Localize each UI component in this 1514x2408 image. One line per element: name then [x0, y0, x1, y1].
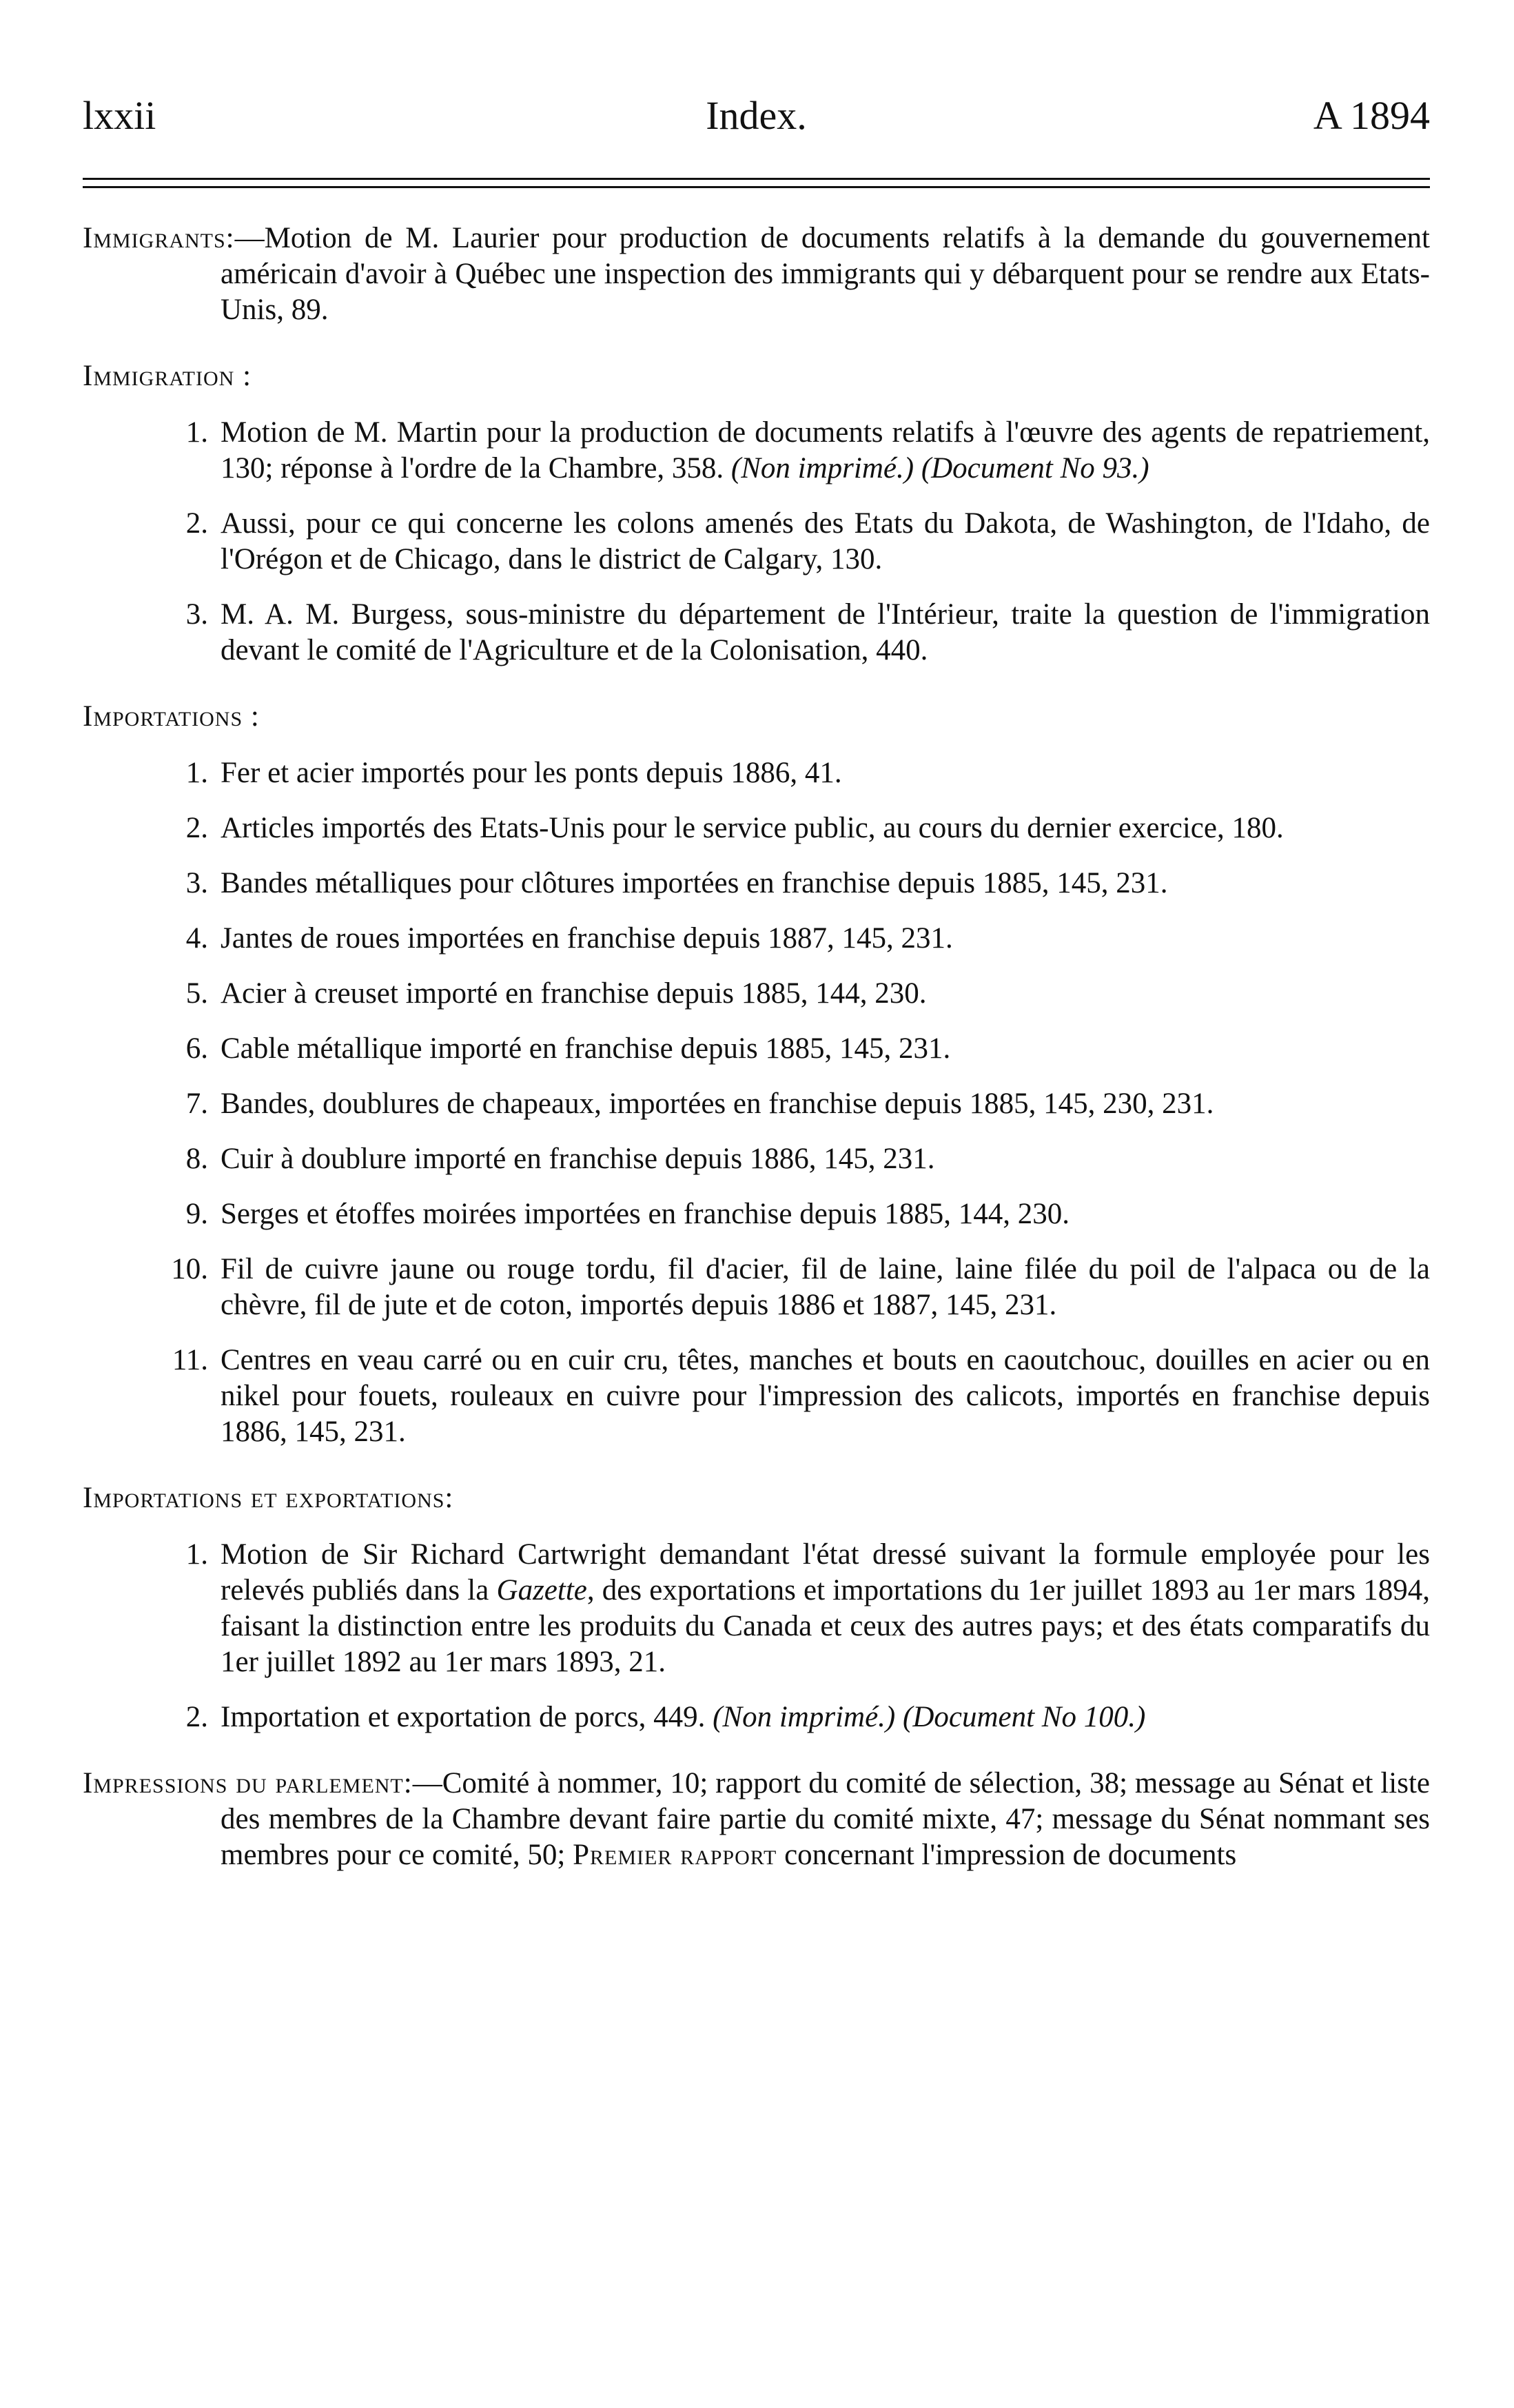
list-item — [83, 1343, 1430, 1450]
item-number: 6. — [185, 1032, 208, 1065]
item-note: (Non imprimé.) — [730, 452, 914, 484]
header-rule-top — [83, 178, 1430, 180]
item-number: 9. — [185, 1198, 208, 1230]
list-item — [83, 1196, 1430, 1232]
item-text: Articles importés des Etats-Unis pour le service public, au cours du dernier exercice, 180. — [221, 812, 1284, 844]
item-text: Centres en veau carré ou en cuir cru, têtes, manches et bouts en caoutchouc, douilles en acier ou en nikel pour fouets, rouleaux en cuivre pour l'impression des calicots, importés en franchise depuis 1886, 145, 231. — [221, 1344, 1430, 1448]
item-text: , des exportations et importations du 1er juillet 1893 au 1er mars 1894, faisant la distinction entre les produits du Canada et ceux des autres pays; et des états comparatifs du 1er juillet 1892 au 1er mars 1893, 21. — [221, 1574, 1431, 1678]
item-number: 1. — [185, 416, 208, 449]
entry-heading: Immigrants: — [83, 222, 235, 254]
item-number: 7. — [185, 1088, 208, 1120]
item-text: Importation et exportation de porcs, 449. — [221, 1701, 706, 1733]
entry-immigrants — [83, 221, 1430, 328]
item-note: (Document No 93.) — [921, 452, 1149, 484]
entry-heading: Impressions du parlement: — [83, 1767, 413, 1799]
item-text: Aussi, pour ce qui concerne les colons amenés des Etats du Dakota, de Washington, de l'Idaho, de l'Orégon et de Chicago, dans le district de Calgary, 130. — [221, 507, 1430, 575]
header-rule-bottom — [83, 186, 1430, 188]
page-header — [83, 88, 1430, 143]
list-item — [83, 597, 1430, 669]
list-item — [83, 415, 1430, 487]
entry-impressions — [83, 1766, 1430, 1873]
list-item — [83, 1252, 1430, 1323]
list-item — [83, 506, 1430, 578]
list-item — [83, 1031, 1430, 1067]
item-number: 4. — [185, 922, 208, 955]
document-page — [83, 0, 1430, 2408]
item-number: 2. — [185, 1701, 208, 1733]
entry-immigration — [83, 358, 1430, 669]
index-content — [83, 221, 1430, 1904]
item-number: 1. — [185, 757, 208, 789]
item-text: Fil de cuivre jaune ou rouge tordu, fil d'acier, fil de laine, laine filée du poil de l'alpaca ou de la chèvre, fil de jute et de coton, importés depuis 1886 et 1887, 145, 231. — [221, 1253, 1430, 1321]
item-text: Fer et acier importés pour les ponts depuis 1886, 41. — [221, 757, 842, 789]
item-text: Acier à creuset importé en franchise depuis 1885, 144, 230. — [221, 977, 927, 1010]
item-number: 10. — [171, 1253, 208, 1285]
item-text: Cuir à doublure importé en franchise depuis 1886, 145, 231. — [221, 1143, 935, 1175]
entry-importations — [83, 699, 1430, 1450]
entry-heading: Importations : — [83, 700, 260, 733]
list-item — [83, 866, 1430, 901]
item-number: 1. — [185, 1538, 208, 1571]
list-item — [83, 810, 1430, 846]
item-number: 11. — [172, 1344, 208, 1376]
item-text: Cable métallique importé en franchise depuis 1885, 145, 231. — [221, 1032, 951, 1065]
page-number: lxxii — [83, 93, 156, 138]
list-item — [83, 755, 1430, 791]
item-text: Bandes, doublures de chapeaux, importées en franchise depuis 1885, 145, 230, 231. — [221, 1088, 1214, 1120]
item-text: Bandes métalliques pour clôtures importées en franchise depuis 1885, 145, 231. — [221, 867, 1168, 899]
entry-smallcaps: Premier rapport — [573, 1839, 777, 1871]
item-text: Motion de Sir Richard Cartwright demandant l'état dressé suivant la formule employée pour les relevés publiés dans la — [221, 1538, 1430, 1606]
list-item — [83, 1700, 1430, 1735]
item-number: 5. — [185, 977, 208, 1010]
list-item — [83, 1141, 1430, 1177]
item-text: Serges et étoffes moirées importées en franchise depuis 1885, 144, 230. — [221, 1198, 1070, 1230]
list-item — [83, 921, 1430, 957]
list-item — [83, 1086, 1430, 1122]
item-number: 2. — [185, 507, 208, 540]
entry-import-export — [83, 1480, 1430, 1735]
item-number: 2. — [185, 812, 208, 844]
entry-text: —Motion de M. Laurier pour production de documents relatifs à la demande du gouvernement américain d'avoir à Québec une inspection des immigrants qui y débarquent pour se rendre aux Etats-Unis, 89. — [221, 222, 1430, 326]
list-item — [83, 1537, 1430, 1680]
item-italic: Gazette — [496, 1574, 587, 1606]
item-note: (Non imprimé.) — [713, 1701, 896, 1733]
item-number: 8. — [185, 1143, 208, 1175]
item-text: Motion de M. Martin pour la production de documents relatifs à l'œuvre des agents de repatriement, 130; réponse à l'ordre de la Chambre, 358. — [221, 416, 1430, 484]
entry-heading: Importations et exportations: — [83, 1482, 454, 1514]
page-year: A 1894 — [1313, 93, 1430, 138]
item-text: M. A. M. Burgess, sous-ministre du département de l'Intérieur, traite la question de l'immigration devant le comité de l'Agriculture et de la Colonisation, 440. — [221, 598, 1430, 666]
item-number: 3. — [185, 598, 208, 631]
item-number: 3. — [185, 867, 208, 899]
item-text: Jantes de roues importées en franchise depuis 1887, 145, 231. — [221, 922, 953, 955]
entry-text: concernant l'impression de documents — [784, 1839, 1237, 1871]
list-item — [83, 976, 1430, 1012]
entry-heading: Immigration : — [83, 360, 252, 392]
item-note: (Document No 100.) — [903, 1701, 1146, 1733]
entry-text: —Comité à nommer, 10; rapport du comité de sélection, 38; message au Sénat et liste des membres de la Chambre devant faire partie du comité mixte, 47; message du Sénat nommant ses membres pour ce comité, 50; — [221, 1767, 1430, 1871]
page-title: Index. — [706, 93, 807, 138]
